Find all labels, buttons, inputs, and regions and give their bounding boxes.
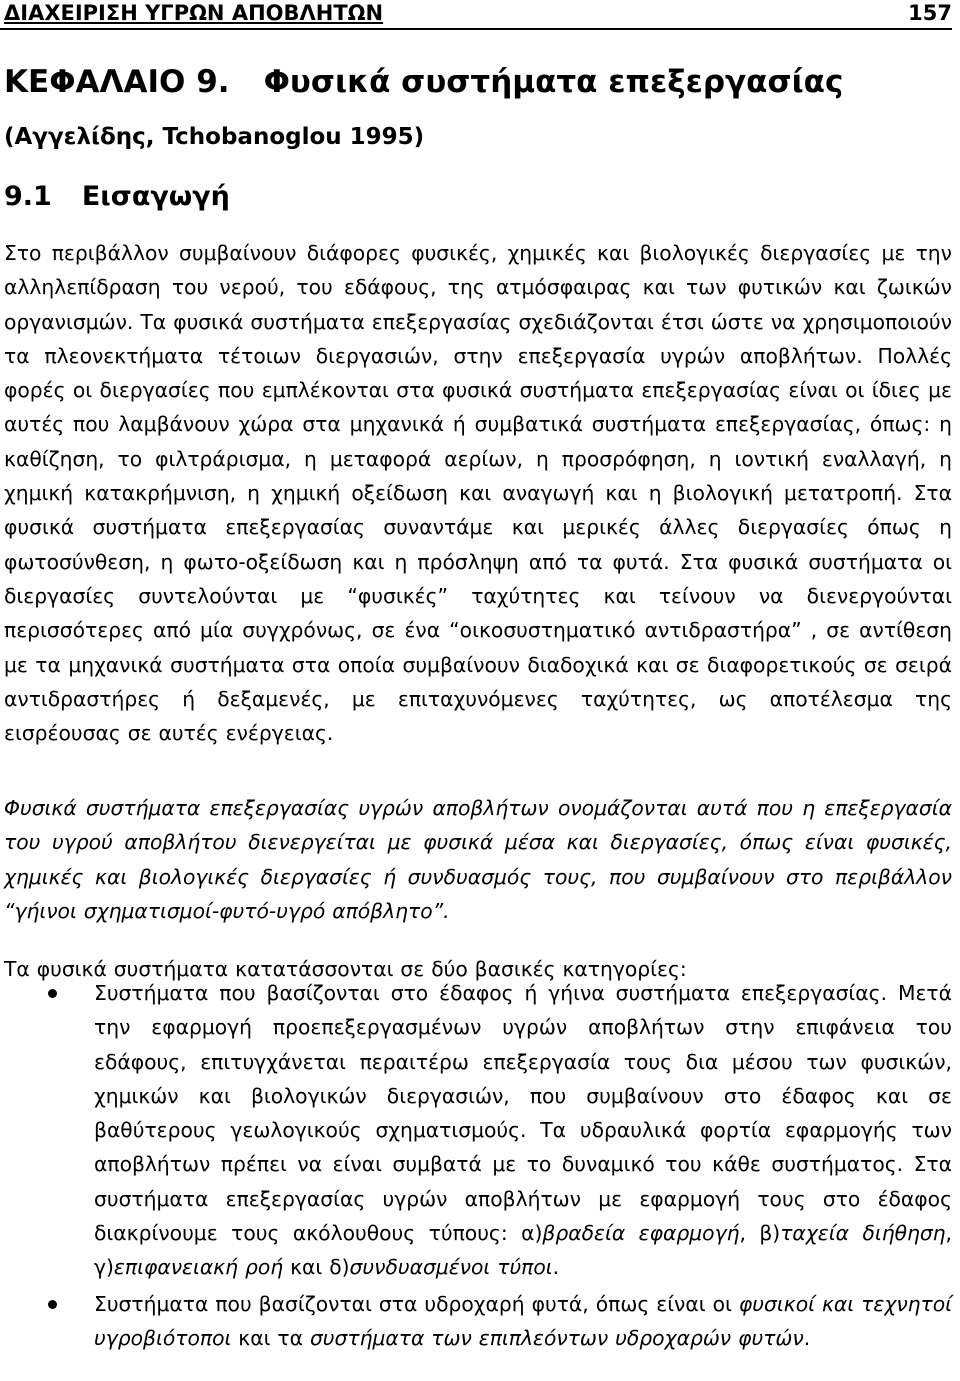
type-floating-plants: συστήματα των επιπλεόντων υδροχαρών φυτών — [309, 1326, 804, 1351]
header-title: ΔΙΑΧΕΙΡΙΣΗ ΥΓΡΩΝ ΑΠΟΒΛΗΤΩΝ — [4, 1, 384, 25]
chapter-label: ΚΕΦΑΛΑΙΟ 9. — [4, 64, 230, 100]
section-number: 9.1 — [4, 181, 52, 212]
chapter-authors: (Αγγελίδης, Tchobanoglou 1995) — [4, 124, 425, 150]
category-list-2 — [0, 1287, 952, 1356]
paragraph-definition: Φυσικά συστήματα επεξεργασίας υγρών αποβλήτων ονομάζονται αυτά που η επεξεργασία του υγρού αποβλήτου διενεργείται με φυσικά μέσα και διεργασίες, όπως είναι φυσικές, χημικές και βιολογικές διεργασίες ή συνδυασμός τους, που συμβαίνουν στο περιβάλλον “γήινοι σχηματισμοί-φυτό-υγρό απόβλητο”. — [4, 796, 952, 923]
type-rapid-infiltration: ταχεία διήθηση — [780, 1221, 946, 1246]
type-combined: συνδυασμένοι τύποι — [349, 1255, 553, 1280]
type-wetlands: φυσικοί και τεχνητοί υγροβιότοποι — [94, 1292, 952, 1351]
bullet-icon — [48, 1300, 57, 1309]
chapter-title: Φυσικά συστήματα επεξεργασίας — [263, 64, 844, 100]
section-heading — [4, 178, 230, 216]
bullet-icon — [48, 989, 57, 998]
section-title: Εισαγωγή — [81, 181, 230, 212]
page-number: 157 — [908, 1, 952, 25]
paragraph-categories-intro: Τα φυσικά συστήματα κατατάσσονται σε δύο βασικές κατηγορίες: — [4, 957, 687, 981]
type-overland-flow: επιφανειακή ροή — [113, 1255, 284, 1280]
type-slow-rate: βραδεία εφαρμογή — [542, 1221, 740, 1246]
running-header — [0, 0, 952, 30]
category-list — [0, 976, 952, 1285]
chapter-heading — [4, 62, 944, 102]
list-item-aquatic-systems: Συστήματα που βασίζονται στα υδροχαρή φυτά, όπως είναι οι φυσικοί και τεχνητοί υγροβιότοποι και τα συστήματα των επιπλεόντων υδροχαρών φυτών. — [0, 1287, 952, 1356]
list-item-land-systems: Συστήματα που βασίζονται στο έδαφος ή γήινα συστήματα επεξεργασίας. Μετά την εφαρμογή προεπεξεργασμένων υγρών αποβλήτων στην επιφάνεια του εδάφους, επιτυγχάνεται περαιτέρω επεξεργασία τους δια μέσου των φυσικών, χημικών και βιολογικών διεργασιών, που συμβαίνουν στο έδαφος και σε βαθύτερους γεωλογικούς σχηματισμούς. Τα υδραυλικά φορτία εφαρμογής των αποβλήτων πρέπει να είναι συμβατά με το δυναμικό του κάθε συστήματος. Στα συστήματα επεξεργασίας υγρών αποβλήτων με εφαρμογή τους στο έδαφος διακρίνουμε τους ακόλουθους τύπους: α)βραδεία εφαρμογή, β)ταχεία διήθηση, γ)επιφανειακή ροή και δ)συνδυασμένοι τύποι. — [0, 976, 952, 1285]
paragraph-intro: Στο περιβάλλον συμβαίνουν διάφορες φυσικές, χημικές και βιολογικές διεργασίες με την αλληλεπίδραση του νερού, του εδάφους, της ατμόσφαιρας και των φυτικών και ζωικών οργανισμών. Τα φυσικά συστήματα επεξεργασίας σχεδιάζονται έτσι ώστε να χρησιμοποιούν τα πλεονεκτήματα τέτοιων διεργασιών, στην επεξεργασία υγρών αποβλήτων. Πολλές φορές οι διεργασίες που εμπλέκονται στα φυσικά συστήματα επεξεργασίας είναι οι ίδιες με αυτές που λαμβάνουν χώρα στα μηχανικά ή συμβατικά συστήματα επεξεργασίας, όπως: η καθίζηση, το φιλτράρισμα, η μεταφορά αερίων, η προσρόφηση, η ιοντική εναλλαγή, η χημική κατακρήμνιση, η χημική οξείδωση και αναγωγή και η βιολογική μετατροπή. Στα φυσικά συστήματα επεξεργασίας συναντάμε και μερικές άλλες διεργασίες όπως η φωτοσύνθεση, η φωτο-οξείδωση και η πρόσληψη από τα φυτά. Στα φυσικά συστήματα οι διεργασίες συντελούνται με “φυσικές” ταχύτητες και τείνουν να διενεργούνται περισσότερες από μία συγχρόνως, σε ένα “οικοσυστηματικό αντιδραστήρα” , σε αντίθεση με τα μηχανικά συστήματα στα οποία συμβαίνουν διαδοχικά και σε διαφορετικούς σε σειρά αντιδραστήρες ή δεξαμενές, με επιταχυνόμενες ταχύτητες, ως αποτέλεσμα της εισρέουσας σε αυτές ενέργειας. — [4, 241, 952, 746]
